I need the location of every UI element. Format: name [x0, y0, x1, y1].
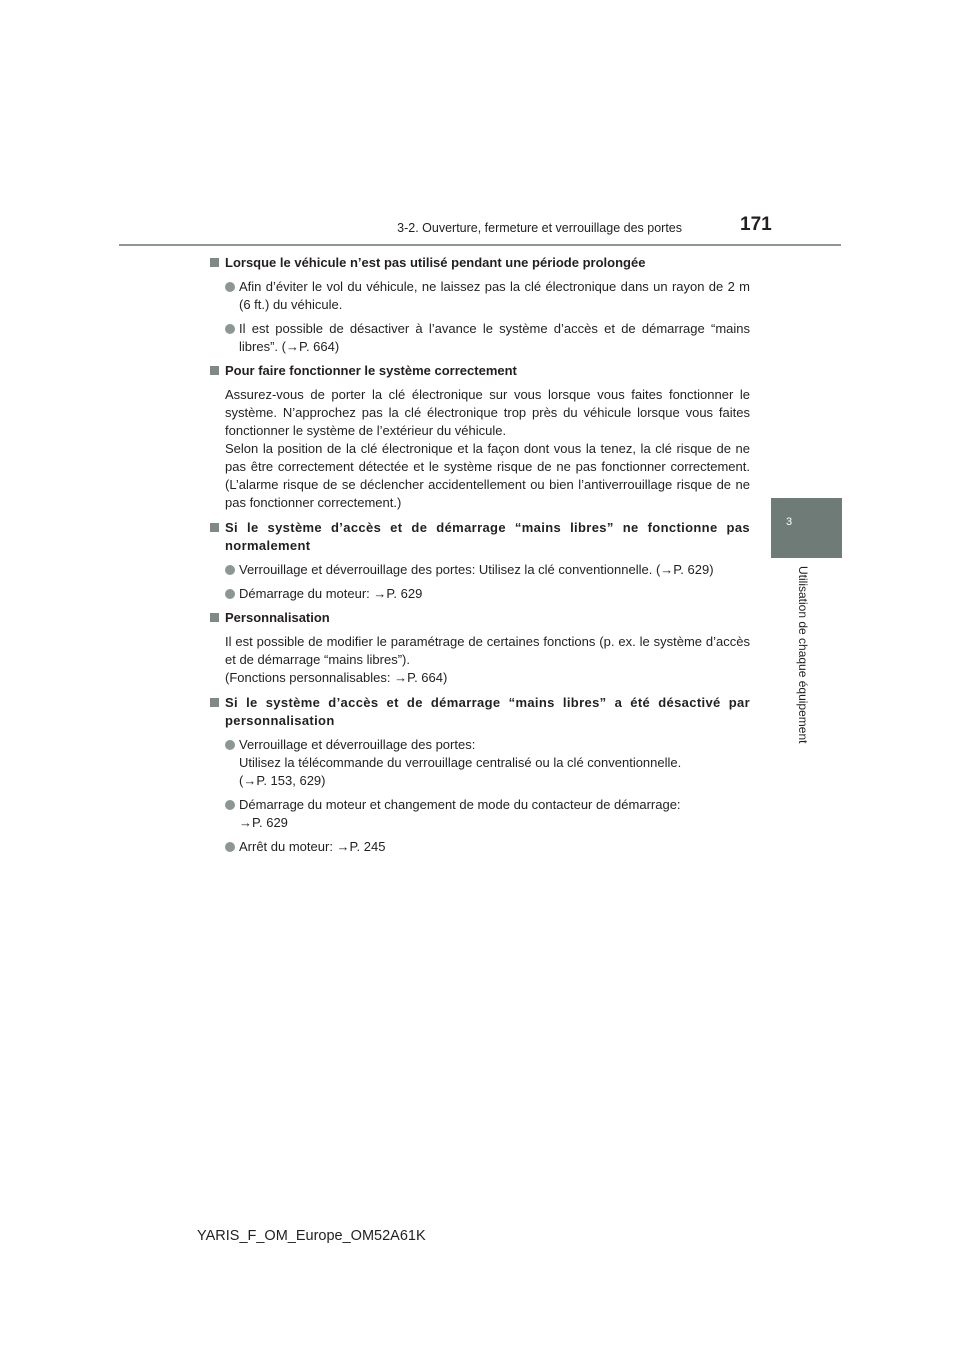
page-content — [210, 254, 750, 862]
paragraph — [210, 633, 750, 687]
list-item-line: Démarrage du moteur et changement de mode du contacteur de démarrage: — [239, 797, 681, 812]
page-number: 171 — [740, 214, 772, 235]
section-heading — [210, 609, 750, 627]
square-bullet-icon — [210, 613, 219, 622]
round-bullet-icon — [225, 324, 235, 334]
chapter-label: Utilisation de chaque équipement — [796, 566, 810, 744]
list-item — [210, 838, 750, 856]
list-item-line: (→P. 153, 629) — [239, 773, 326, 788]
list-item — [210, 796, 750, 832]
section-heading — [210, 254, 750, 272]
round-bullet-icon — [225, 565, 235, 575]
document-code: YARIS_F_OM_Europe_OM52A61K — [197, 1228, 426, 1244]
round-bullet-icon — [225, 842, 235, 852]
paragraph-line: (Fonctions personnalisables: →P. 664) — [225, 670, 448, 685]
list-item-line: Verrouillage et déverrouillage des portes: — [239, 737, 476, 752]
square-bullet-icon — [210, 366, 219, 375]
list-item-text: Verrouillage et déverrouillage des portes: Utilisez la clé conventionnelle. (→P. 629) — [239, 562, 714, 577]
chapter-tab — [771, 498, 842, 558]
chapter-number: 3 — [786, 516, 793, 528]
square-bullet-icon — [210, 258, 219, 267]
list-item-line: Utilisez la télécommande du verrouillage centralisé ou la clé conventionnelle. — [239, 755, 682, 770]
section-heading — [210, 362, 750, 380]
section-title: 3-2. Ouverture, fermeture et verrouillage des portes — [397, 221, 682, 235]
list-item-text: Il est possible de désactiver à l’avance le système d’accès et de démarrage “mains libres”. (→P. 664) — [239, 321, 750, 354]
square-bullet-icon — [210, 698, 219, 707]
round-bullet-icon — [225, 282, 235, 292]
paragraph — [210, 386, 750, 512]
section-heading-text: Si le système d’accès et de démarrage “mains libres” ne fonctionne pas normalement — [225, 520, 750, 553]
list-item — [210, 585, 750, 603]
paragraph-line: Assurez-vous de porter la clé électronique sur vous lorsque vous faites fonctionner le système. N’approchez pas la clé électronique trop près du véhicule lorsque vous faites fonctionner le système de l’extérieur du véhicule. — [225, 387, 750, 438]
section-heading-text: Si le système d’accès et de démarrage “mains libres” a été désactivé par personnalisation — [225, 695, 750, 728]
round-bullet-icon — [225, 589, 235, 599]
list-item — [210, 561, 750, 579]
round-bullet-icon — [225, 800, 235, 810]
paragraph-line: Selon la position de la clé électronique et la façon dont vous la tenez, la clé risque de ne pas être correctement détectée et le système risque de ne pas fonctionner correctement. (L’alarme risque de se déclencher accidentellement ou bien l’antiverrouillage risque de ne pas fonctionner correctement.) — [225, 441, 750, 510]
paragraph-line: Il est possible de modifier le paramétrage de certaines fonctions (p. ex. le système d’accès et de démarrage “mains libres”). — [225, 634, 750, 667]
section-heading-text: Personnalisation — [225, 610, 330, 625]
list-item — [210, 736, 750, 790]
section-heading — [210, 694, 750, 730]
list-item — [210, 278, 750, 314]
list-item-text: Afin d’éviter le vol du véhicule, ne laissez pas la clé électronique dans un rayon de 2 m (6 ft.) du véhicule. — [239, 279, 750, 312]
square-bullet-icon — [210, 523, 219, 532]
list-item-text: Démarrage du moteur: →P. 629 — [239, 586, 423, 601]
header-divider — [119, 244, 841, 246]
list-item-text — [225, 796, 750, 832]
round-bullet-icon — [225, 740, 235, 750]
section-heading-text: Pour faire fonctionner le système correctement — [225, 363, 517, 378]
list-item — [210, 320, 750, 356]
section-heading-text: Lorsque le véhicule n’est pas utilisé pendant une période prolongée — [225, 255, 646, 270]
section-heading — [210, 519, 750, 555]
list-item-line: →P. 629 — [239, 815, 288, 830]
list-item-text — [225, 736, 750, 790]
list-item-text: Arrêt du moteur: →P. 245 — [239, 839, 386, 854]
